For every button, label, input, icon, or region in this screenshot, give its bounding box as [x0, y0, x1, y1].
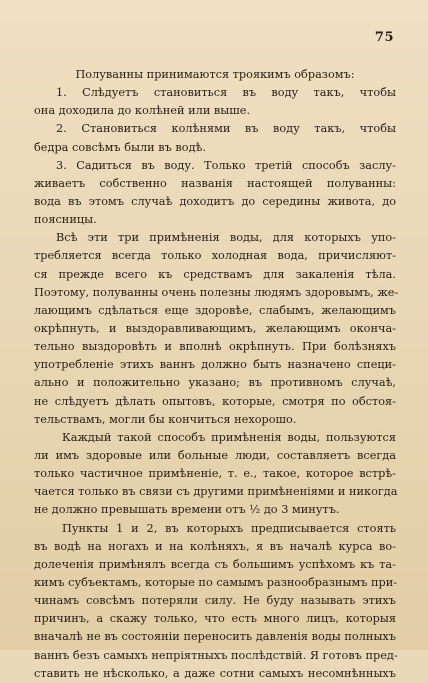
text-line: ально и положительно указано; въ противномъ случаѣ,	[34, 376, 396, 390]
text-line: ваннъ безъ самыхъ непріятныхъ послѣдствій. Я готовъ пред-	[34, 648, 398, 662]
text-line: не должно превышать времени отъ ½ до 3 минутъ.	[34, 503, 340, 517]
text-line: лающимъ сдѣлаться еще здоровѣе, слабымъ, желающимъ	[34, 303, 396, 317]
text-line: бедра совсѣмъ были въ водѣ.	[34, 140, 206, 154]
body-text	[34, 66, 399, 683]
text-line: окрѣпнуть, и выздоравливающимъ, желающимъ оконча-	[34, 321, 396, 335]
text-line: Поэтому, полуванны очень полезны людямъ здоровымъ, же-	[34, 285, 399, 299]
text-line: долеченія примѣнялъ всегда съ большимъ успѣхомъ къ та-	[34, 557, 396, 571]
text-line: Всѣ эти три примѣненія воды, для которыхъ упо-	[56, 231, 396, 245]
text-line: ставить не нѣсколько, а даже сотни самыхъ несомнѣнныхъ	[34, 666, 396, 680]
text-line: вначалѣ не въ состояніи переносить давленія воды полныхъ	[34, 630, 396, 644]
text-line: вода въ этомъ случаѣ доходитъ до середины живота, до	[34, 194, 396, 208]
text-line: поясницы.	[34, 213, 97, 227]
text-line: чинамъ совсѣмъ потеряли силу. Не буду называть этихъ	[34, 594, 396, 608]
text-line: Полуванны принимаются троякимъ образомъ:	[75, 68, 355, 81]
text-line: Каждый такой способъ примѣненія воды, пользуются	[62, 430, 396, 444]
text-line: 1. Слѣдуетъ становиться въ воду такъ, чтобы	[56, 86, 396, 100]
text-line: употребленіе этихъ ваннъ должно быть назначено специ-	[34, 358, 396, 372]
text-line: кимъ субъектамъ, которые по самымъ разнообразнымъ при-	[34, 575, 398, 589]
page-number: 75	[374, 30, 394, 45]
text-line: не слѣдуетъ дѣлать опытовъ, которые, смотря по обстоя-	[34, 394, 396, 408]
text-line: живаетъ собственно названія настоящей полуванны:	[34, 176, 396, 190]
text-line: тельно выздоровѣть и вполнѣ окрѣпнуть. При болѣзняхъ	[34, 340, 396, 354]
text-line: 2. Становиться колѣнями въ воду такъ, чтобы	[56, 122, 396, 136]
text-line: требляется всегда только холодная вода, причисляют-	[34, 249, 396, 263]
text-line: чается только въ связи съ другими примѣненіями и никогда	[34, 485, 398, 499]
text-line: въ водѣ на ногахъ и на колѣняхъ, я въ началѣ курса во-	[34, 539, 396, 553]
text-line: 3. Садиться въ воду. Только третій способъ заслу-	[56, 158, 396, 172]
text-line: тельствамъ, могли бы кончиться нехорошо.	[34, 412, 297, 426]
text-line: она доходила до колѣней или выше.	[34, 104, 251, 118]
text-line: ся прежде всего къ средствамъ для закаленія тѣла.	[34, 267, 396, 281]
text-line: ли имъ здоровые или больные люди, составляетъ всегда	[34, 448, 396, 462]
text-line: причинъ, а скажу только, что есть много лицъ, которыя	[34, 612, 396, 626]
text-line: только частичное примѣненіе, т. е., такое, которое встрѣ-	[34, 467, 396, 481]
text-line: Пункты 1 и 2, въ которыхъ предписывается стоять	[62, 521, 396, 535]
